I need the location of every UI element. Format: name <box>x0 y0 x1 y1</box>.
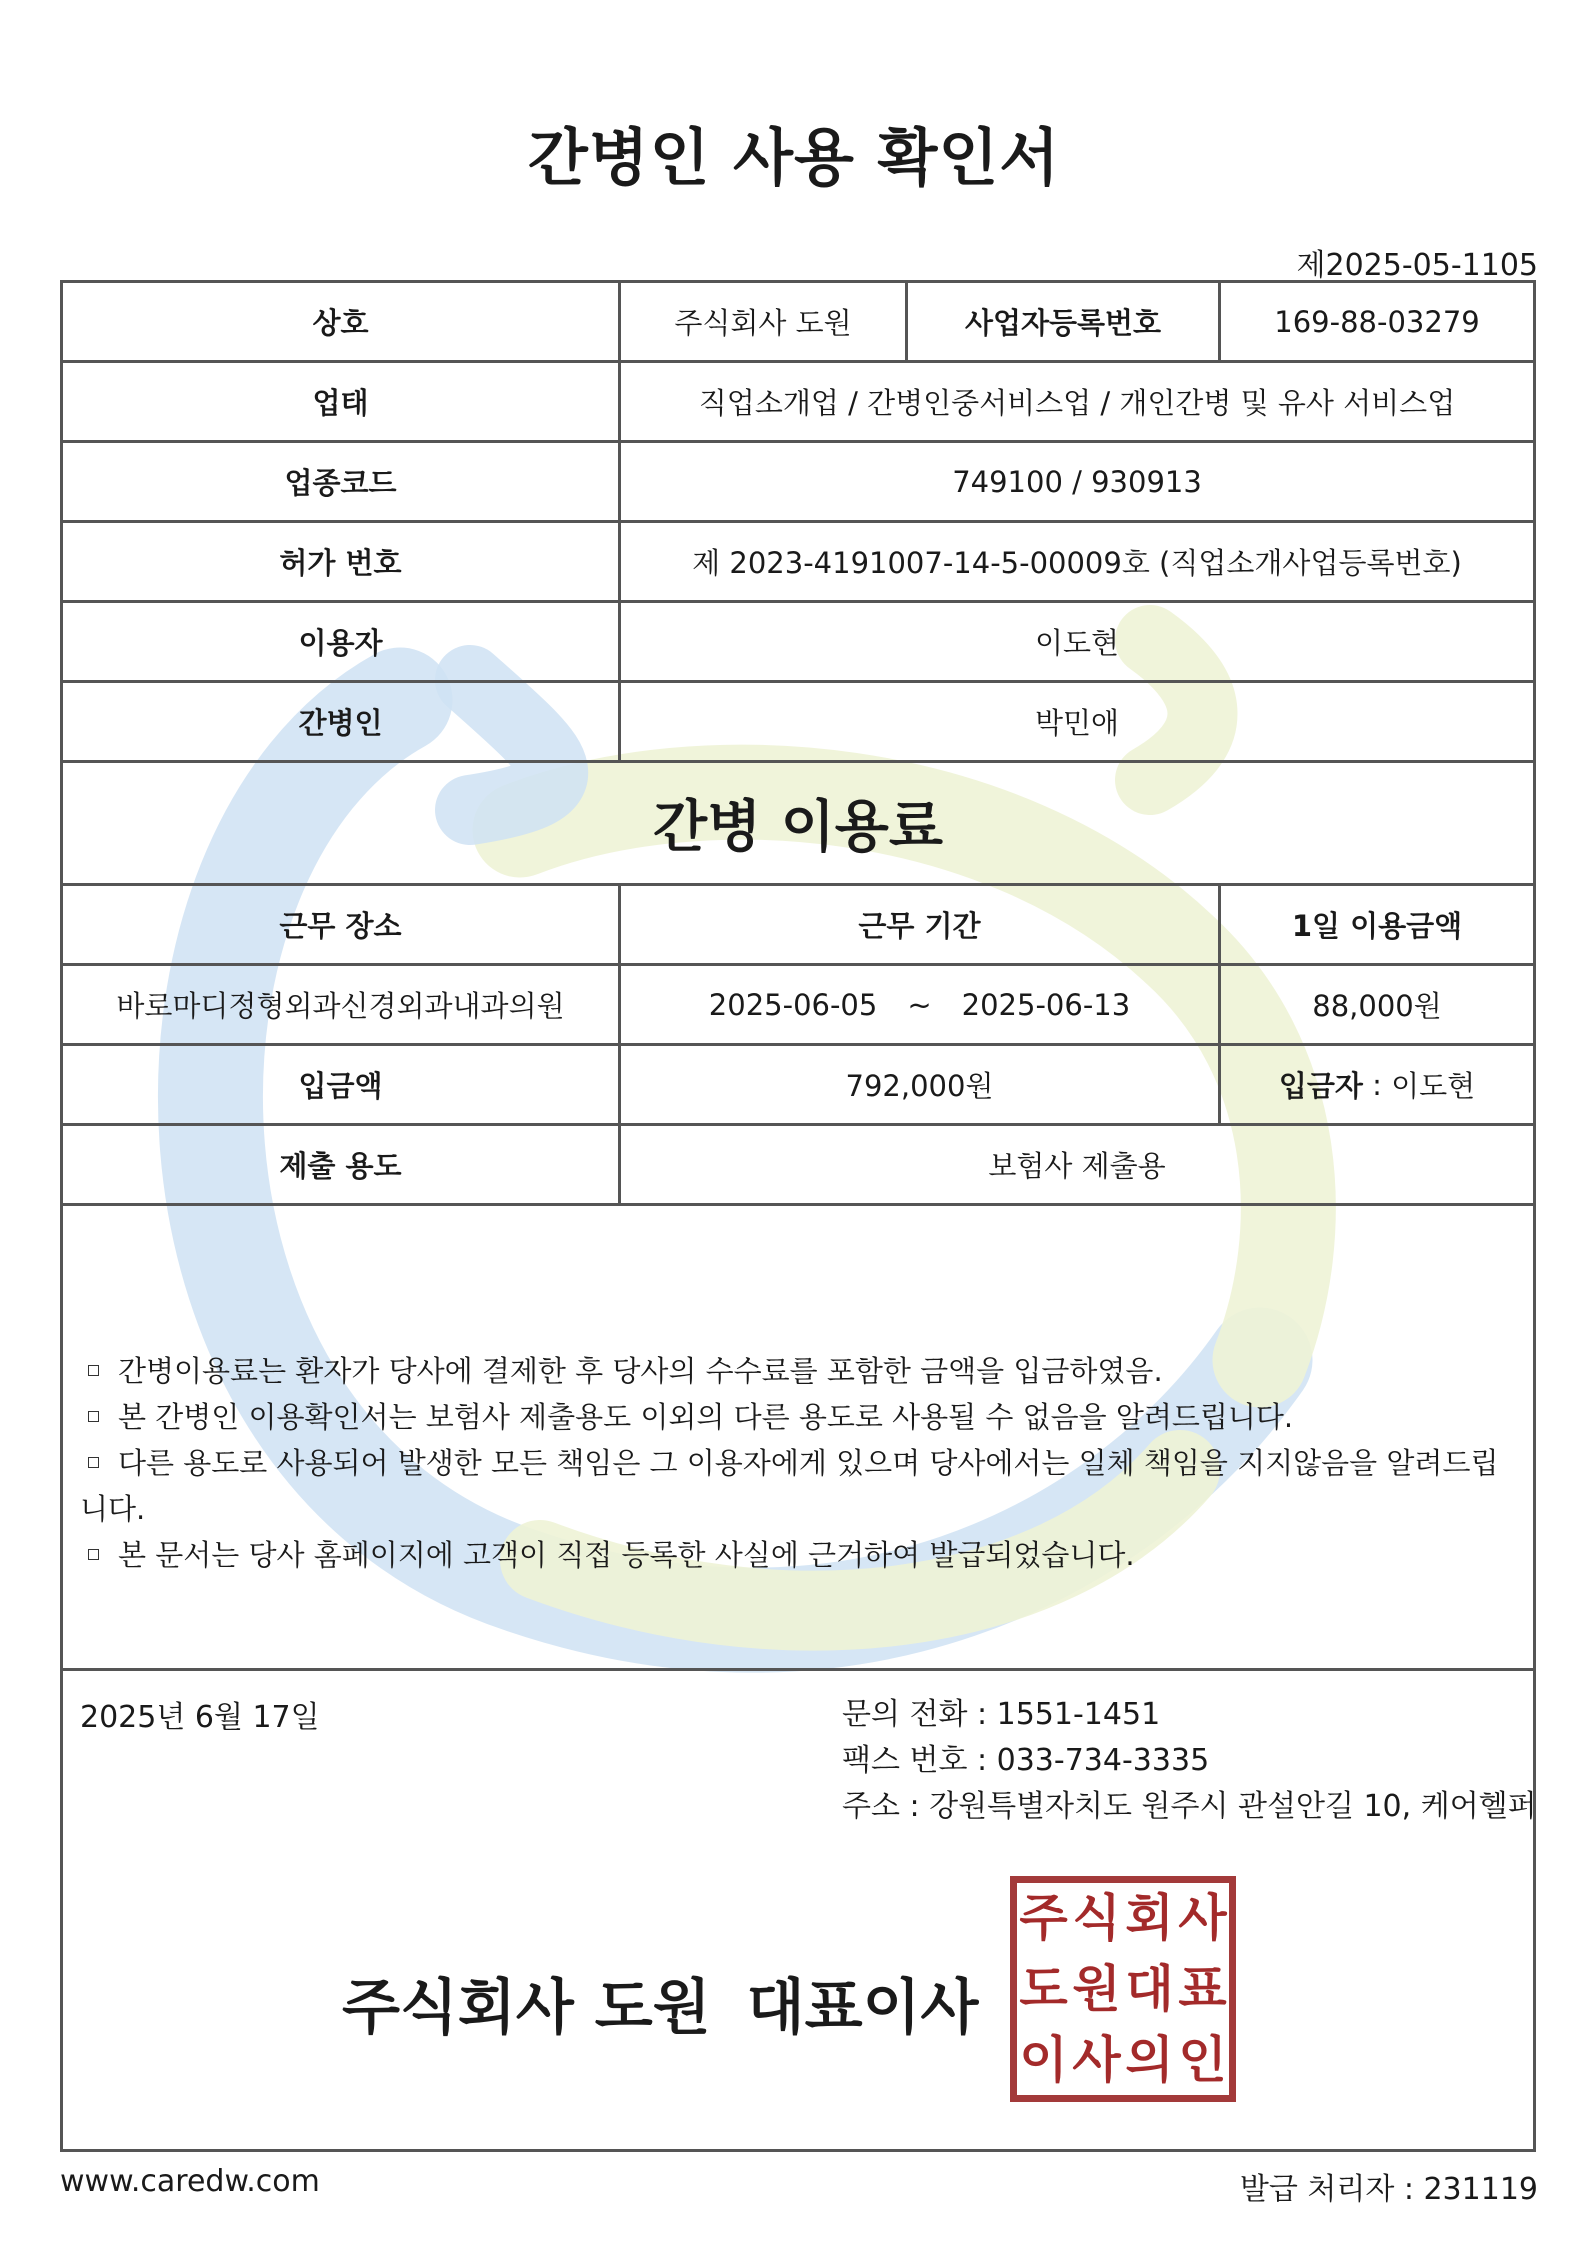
business-label: 업태 <box>312 386 369 420</box>
notice-item: 본 문서는 당사 홈페이지에 고객이 직접 등록한 사실에 근거하여 발급되었습니다. <box>80 1532 1500 1578</box>
signature-title: 대표이사 <box>746 1973 979 2043</box>
seal-character: 사 <box>1178 1889 1227 1948</box>
regno-label: 사업자등록번호 <box>964 306 1162 340</box>
seal-character: 대 <box>1125 1959 1174 2018</box>
place-label: 근무 장소 <box>279 909 402 943</box>
seal-character: 이 <box>1019 2030 1068 2089</box>
seal-character: 주 <box>1019 1889 1068 1948</box>
license-label: 허가 번호 <box>279 546 402 580</box>
issue-processor: 발급 처리자 : 231119 <box>1239 2172 1538 2207</box>
period-end: 2025-06-13 <box>961 987 1131 1022</box>
issue-date: 2025년 6월 17일 <box>80 1700 320 1735</box>
caregiver-value: 박민애 <box>1034 706 1120 740</box>
square-bullet-icon <box>88 1411 99 1422</box>
user-label: 이용자 <box>298 626 383 660</box>
contact-fax: 팩스 번호 : 033-734-3335 <box>842 1743 1210 1778</box>
deposit-value: 792,000원 <box>845 1069 994 1103</box>
square-bullet-icon <box>88 1457 99 1468</box>
seal-character: 표 <box>1178 1959 1227 2018</box>
document-number: 제2025-05-1105 <box>1296 248 1538 283</box>
seal-character: 의 <box>1125 2030 1174 2089</box>
license-value: 제 2023-4191007-14-5-00009호 (직업소개사업등록번호) <box>692 546 1462 580</box>
period-value <box>621 966 1218 1043</box>
business-value: 직업소개업 / 간병인중서비스업 / 개인간병 및 유사 서비스업 <box>698 386 1456 420</box>
seal-character: 원 <box>1072 1959 1121 2018</box>
depositor-separator: : <box>1362 1067 1392 1102</box>
company-seal-stamp <box>1010 1876 1236 2102</box>
user-value: 이도현 <box>1034 626 1120 660</box>
seal-character: 도 <box>1019 1959 1068 2018</box>
notice-item: 간병이용료는 환자가 당사에 결제한 후 당사의 수수료를 포함한 금액을 입금하였음. <box>80 1348 1500 1394</box>
contact-address: 주소 : 강원특별자치도 원주시 관설안길 10, 케어헬퍼 <box>842 1789 1537 1824</box>
purpose-value: 보험사 제출용 <box>988 1149 1166 1183</box>
regno-value: 169-88-03279 <box>1274 304 1480 339</box>
contact-info <box>842 1692 1537 1830</box>
certificate-frame <box>60 280 1536 2152</box>
website-link[interactable]: www.caredw.com <box>60 2164 320 2199</box>
daily-amount-label: 1일 이용금액 <box>1291 909 1463 943</box>
period-start: 2025-06-05 <box>708 987 878 1022</box>
daily-amount-value: 88,000원 <box>1312 989 1442 1023</box>
name-label: 상호 <box>312 306 369 340</box>
contact-phone: 문의 전화 : 1551-1451 <box>842 1697 1161 1732</box>
period-label: 근무 기간 <box>858 909 981 943</box>
seal-character: 식 <box>1072 1889 1121 1948</box>
company-name: 주식회사 도원 <box>674 306 852 340</box>
notice-list <box>80 1348 1500 1578</box>
notice-item: 다른 용도로 사용되어 발생한 모든 책임은 그 이용자에게 있으며 당사에서는 일체 책임을 지지않음을 알려드립니다. <box>80 1446 1499 1526</box>
notice-item: 본 간병인 이용확인서는 보험사 제출용도 이외의 다른 용도로 사용될 수 없음을 알려드립니다. <box>80 1394 1500 1440</box>
depositor-value: 이도현 <box>1391 1069 1476 1103</box>
depositor-label: 입금자 <box>1278 1069 1363 1103</box>
period-separator: ~ <box>907 987 932 1022</box>
caregiver-label: 간병인 <box>298 706 383 740</box>
depositor <box>1221 1046 1533 1123</box>
square-bullet-icon <box>88 1549 99 1560</box>
purpose-label: 제출 용도 <box>279 1149 402 1183</box>
square-bullet-icon <box>88 1365 99 1376</box>
document-title: 간병인 사용 확인서 <box>527 121 1061 194</box>
place-value: 바로마디정형외과신경외과내과의원 <box>116 989 565 1023</box>
signature-company: 주식회사 도원 <box>342 1973 711 2043</box>
code-value: 749100 / 930913 <box>952 464 1202 499</box>
seal-character: 회 <box>1125 1889 1174 1948</box>
seal-character: 사 <box>1072 2030 1121 2089</box>
signature-line <box>342 1960 979 2046</box>
code-label: 업종코드 <box>284 466 397 500</box>
seal-character: 인 <box>1178 2030 1227 2089</box>
fee-section-title: 간병 이용료 <box>653 795 943 860</box>
deposit-label: 입금액 <box>298 1069 383 1103</box>
